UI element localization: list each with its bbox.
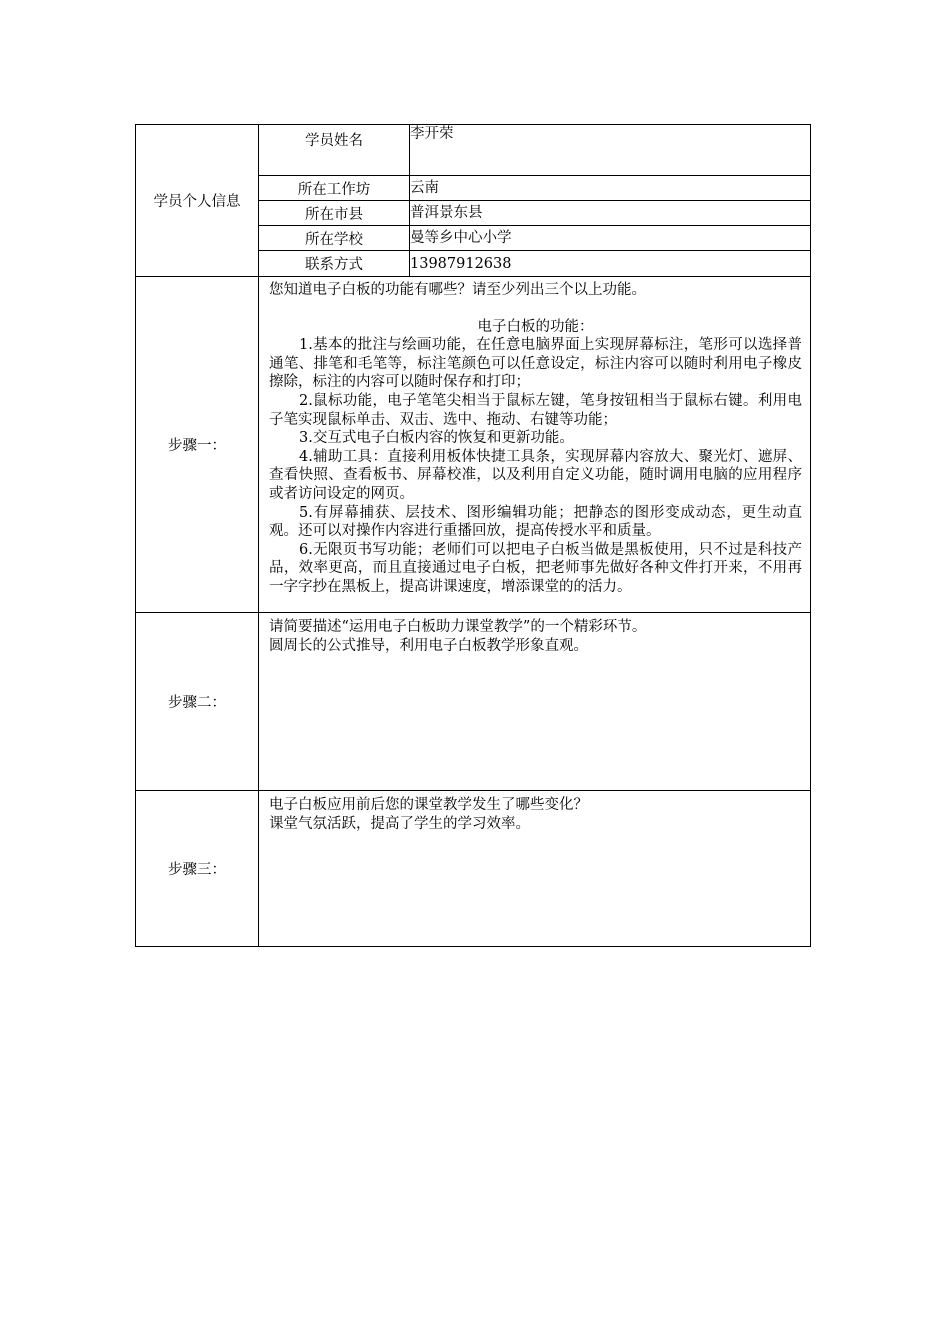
school-label: 所在学校	[259, 226, 410, 251]
step1-item-2: 2.鼠标功能，电子笔笔尖相当于鼠标左键，笔身按钮相当于鼠标右键。利用电子笔实现鼠标单击、双击、选中、拖动、右键等功能；	[269, 392, 802, 428]
name-label: 学员姓名	[259, 125, 410, 176]
info-row-name	[136, 125, 811, 176]
step3-label: 步骤三：	[136, 791, 259, 947]
name-value: 李开荣	[410, 125, 811, 176]
step2-answer: 圆周长的公式推导，利用电子白板教学形象直观。	[269, 638, 588, 654]
step3-content-cell	[259, 791, 811, 947]
step2-question: 请简要描述“运用电子白板助力课堂教学”的一个精彩环节。	[269, 619, 647, 635]
step1-item-4: 4.辅助工具：直接利用板体快捷工具条，实现屏幕内容放大、聚光灯、遮屏、查看快照、查看板书、屏幕校准，以及利用自定义功能，随时调用电脑的应用程序或者访问设定的网页。	[269, 448, 802, 502]
step3-answer: 课堂气氛活跃，提高了学生的学习效率。	[269, 816, 530, 832]
step2-content	[259, 613, 810, 656]
step1-heading: 电子白板的功能：	[477, 318, 594, 335]
contact-value: 13987912638	[410, 251, 811, 277]
county-value: 普洱景东县	[410, 201, 811, 226]
workshop-value: 云南	[410, 176, 811, 201]
school-value: 曼等乡中心小学	[410, 226, 811, 251]
step3-content	[259, 791, 810, 834]
contact-label: 联系方式	[259, 251, 410, 277]
workshop-label: 所在工作坊	[259, 176, 410, 201]
step1-item-3: 3.交互式电子白板内容的恢复和更新功能。	[299, 430, 574, 447]
step2-row	[136, 613, 811, 791]
step1-item-5: 5.有屏幕捕获、层技术、图形编辑功能；把静态的图形变成动态，更生动直观。还可以对操作内容进行重播回放，提高传授水平和质量。	[269, 504, 802, 540]
step1-item-1: 1.基本的批注与绘画功能，在任意电脑界面上实现屏幕标注，笔形可以选择普通笔、排笔和毛笔等，标注笔颜色可以任意设定，标注内容可以随时利用电子橡皮擦除，标注的内容可以随时保存和打印；	[269, 337, 802, 391]
step1-question: 您知道电子白板的功能有哪些？请至少列出三个以上功能。	[269, 282, 646, 298]
step1-row	[136, 277, 811, 613]
step3-row	[136, 791, 811, 947]
step1-label: 步骤一：	[136, 277, 259, 613]
step2-label: 步骤二：	[136, 613, 259, 791]
step1-item-6: 6.无限页书写功能；老师们可以把电子白板当做是黑板使用，只不过是科技产品，效率更高，而且直接通过电子白板，把老师事先做好各种文件打开来，不用再一字字抄在黑板上，提高讲课速度，增添课堂的的活力。	[269, 541, 802, 595]
training-form-table	[135, 124, 811, 947]
info-section-label: 学员个人信息	[136, 125, 259, 277]
step1-content	[259, 277, 810, 597]
step1-content-cell	[259, 277, 811, 613]
step2-content-cell	[259, 613, 811, 791]
step3-question: 电子白板应用前后您的课堂教学发生了哪些变化？	[269, 797, 588, 813]
county-label: 所在市县	[259, 201, 410, 226]
